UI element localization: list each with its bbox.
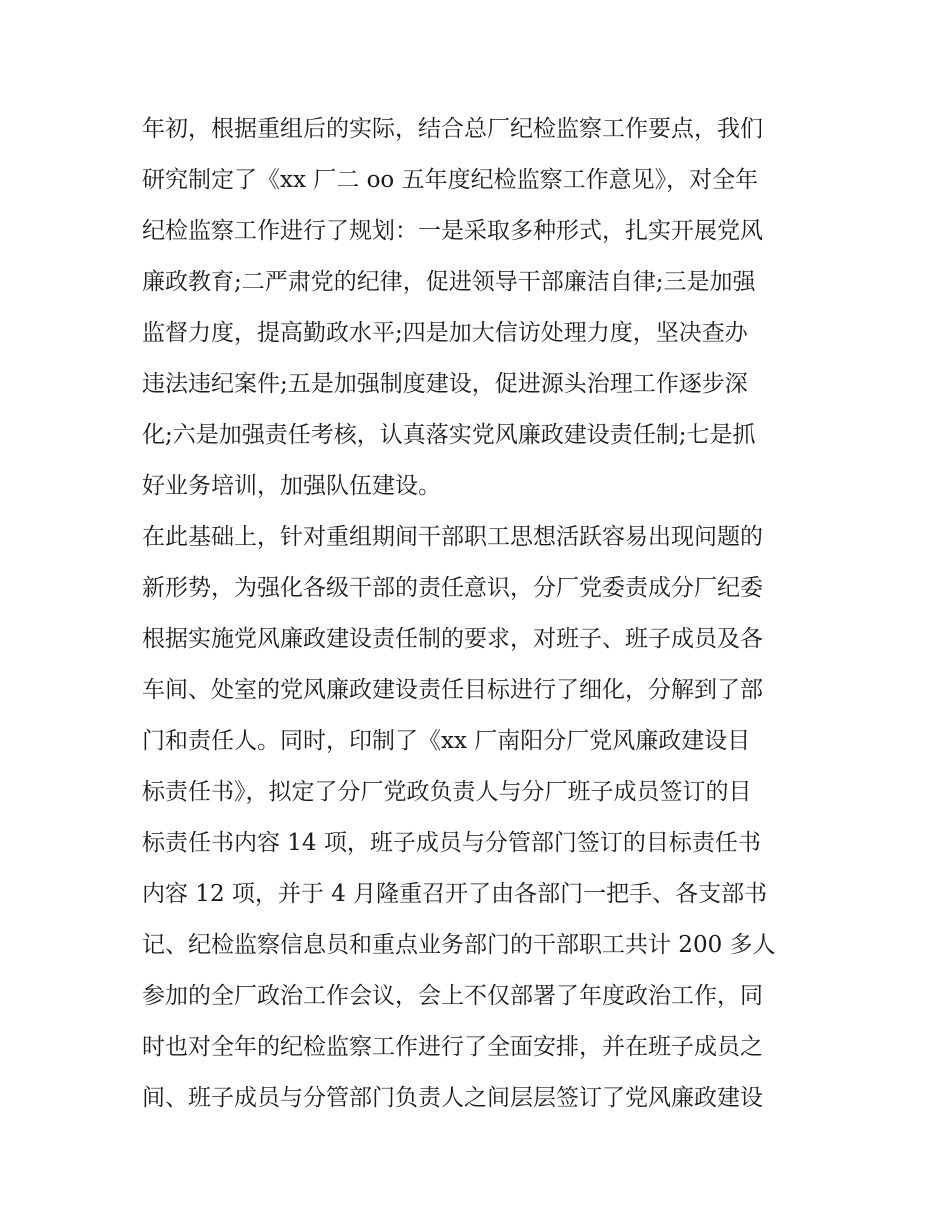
text-line: 标责任书内容 14 项，班子成员与分管部门签订的目标责任书: [142, 830, 761, 856]
document-body: [142, 104, 822, 1124]
text-line: 记、纪检监察信息员和重点业务部门的干部职工共计 200 多人: [142, 932, 776, 958]
text-line: 时也对全年的纪检监察工作进行了全面安排，并在班子成员之: [142, 1034, 763, 1060]
text-line: 年初，根据重组后的实际，结合总厂纪检监察工作要点，我们: [142, 116, 763, 142]
text-line: 内容 12 项，并于 4 月隆重召开了由各部门一把手、各支部书: [142, 881, 768, 907]
text-line: 车间、处室的党风廉政建设责任目标进行了细化，分解到了部: [142, 677, 763, 703]
text-line: 门和责任人。同时，印制了《xx 厂南阳分厂党风廉政建设目: [142, 728, 751, 754]
text-line: 化;六是加强责任考核，认真落实党风廉政建设责任制;七是抓: [142, 422, 756, 448]
text-line: 参加的全厂政治工作会议，会上不仅部署了年度政治工作，同: [142, 983, 763, 1009]
text-line: 廉政教育;二严肃党的纪律，促进领导干部廉洁自律;三是加强: [142, 269, 756, 295]
text-line: 纪检监察工作进行了规划：一是采取多种形式，扎实开展党风: [142, 218, 763, 244]
text-line: 监督力度，提高勤政水平;四是加大信访处理力度，坚决查办: [142, 320, 748, 346]
text-line: 标责任书》，拟定了分厂党政负责人与分厂班子成员签订的目: [142, 779, 752, 805]
text-line: 好业务培训，加强队伍建设。: [142, 473, 441, 499]
text-line: 在此基础上，针对重组期间干部职工思想活跃容易出现问题的: [142, 524, 763, 550]
text-line: 研究制定了《xx 厂二 oo 五年度纪检监察工作意见》，对全年: [142, 167, 759, 193]
text-line: 违法违纪案件;五是加强制度建设，促进源头治理工作逐步深: [142, 371, 748, 397]
text-line: 间、班子成员与分管部门负责人之间层层签订了党风廉政建设: [142, 1085, 763, 1111]
paragraph-1: [142, 104, 822, 512]
paragraph-2: [142, 512, 822, 1124]
text-line: 新形势，为强化各级干部的责任意识，分厂党委责成分厂纪委: [142, 575, 763, 601]
text-line: 根据实施党风廉政建设责任制的要求，对班子、班子成员及各: [142, 626, 763, 652]
